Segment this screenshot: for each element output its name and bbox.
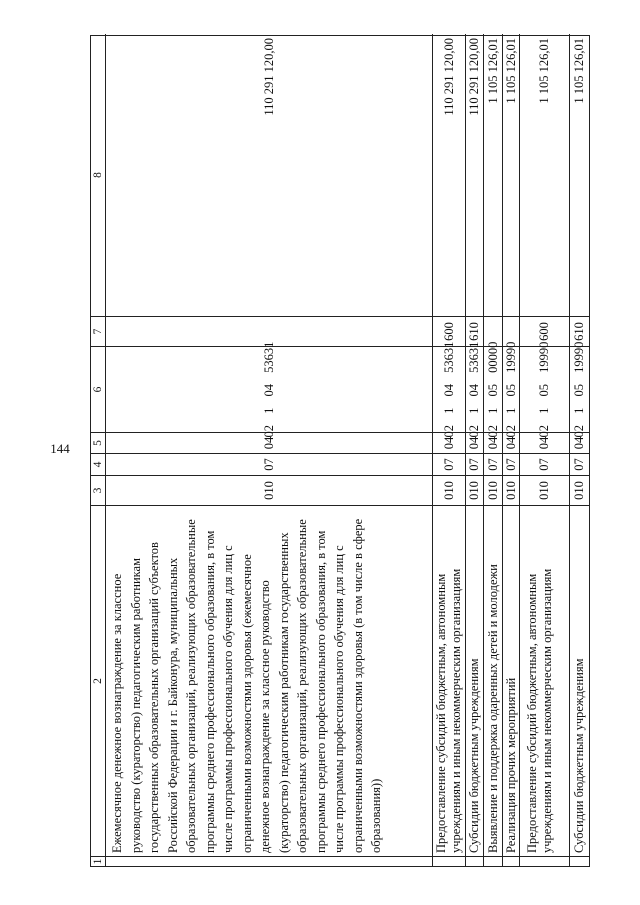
table-row (106, 34, 433, 866)
header-cell-1: 1 (91, 856, 105, 866)
header-cell-5: 5 (91, 432, 105, 453)
rz-cell: 07 (106, 453, 432, 475)
row-name-cell: Предоставление субсидий бюджетным, автономным учреждениям и иным некоммерческим организациям (520, 505, 569, 856)
pr-cell: 04 (503, 432, 519, 453)
csr-cell: 02 1 04 53631 (467, 341, 482, 438)
amount-cell: 1 105 126,01 (503, 38, 518, 104)
vr-cell: 610 (466, 316, 483, 346)
pr-cell: 04 (484, 432, 502, 453)
header-cell-7: 7 (91, 316, 105, 346)
row-number-cell (520, 856, 569, 866)
csr-cell: 02 1 05 19990 (570, 346, 589, 432)
header-cell-2: 2 (91, 505, 105, 856)
grbs-cell: 010 (433, 475, 465, 505)
table-row (570, 34, 589, 866)
amount-cell: 1 105 126,01 (572, 38, 587, 104)
csr-cell: 02 1 05 19990 (503, 341, 518, 438)
row-name-cell: Субсидии бюджетным учреждениям (570, 505, 589, 856)
table-row (433, 34, 466, 866)
table-header-row (91, 34, 106, 866)
grbs-cell: 010 (503, 475, 519, 505)
vr-cell: 600 (520, 316, 569, 346)
pr-cell: 04 (106, 432, 432, 453)
header-cell-6: 6 (91, 346, 105, 432)
amount-cell: 1 105 126,01 (537, 38, 552, 104)
csr-cell: 02 1 05 19990 (520, 346, 569, 432)
pr-cell: 04 (466, 432, 483, 453)
rz-cell: 07 (484, 453, 502, 475)
table-row (503, 34, 520, 866)
page-number: 144 (50, 441, 70, 456)
rz-cell: 07 (466, 453, 483, 475)
amount-cell: 110 291 120,00 (467, 38, 482, 116)
row-name-cell: Субсидии бюджетным учреждениям (466, 505, 483, 856)
table-row (466, 34, 484, 866)
vr-cell: 600 (433, 316, 465, 346)
row-name-cell: Реализация прочих мероприятий (503, 505, 519, 856)
header-cell-3: 3 (91, 475, 105, 505)
vr-cell (484, 316, 502, 346)
grbs-cell: 010 (570, 475, 589, 505)
grbs-cell: 010 (520, 475, 569, 505)
row-number-cell (106, 856, 432, 866)
budget-table (90, 35, 590, 867)
csr-cell: 02 1 04 53631 (433, 346, 465, 432)
header-cell-8: 8 (91, 172, 104, 178)
pr-cell: 04 (433, 432, 465, 453)
amount-cell: 110 291 120,00 (441, 38, 456, 116)
row-number-cell (484, 856, 502, 866)
amount-cell: 1 105 126,01 (485, 38, 500, 104)
header-cell-4: 4 (91, 453, 105, 475)
row-number-cell (503, 856, 519, 866)
grbs-cell: 010 (484, 475, 502, 505)
row-name-cell: Выявление и поддержка одаренных детей и молодежи (484, 505, 502, 856)
grbs-cell: 010 (466, 475, 483, 505)
rz-cell: 07 (520, 453, 569, 475)
pr-cell: 04 (570, 432, 589, 453)
table-row (520, 34, 570, 866)
csr-cell: 02 1 05 00000 (484, 346, 502, 432)
vr-cell (106, 316, 432, 346)
row-number-cell (466, 856, 483, 866)
rz-cell: 07 (433, 453, 465, 475)
vr-cell (503, 316, 519, 346)
amount-cell: 110 291 120,00 (261, 38, 276, 116)
rz-cell: 07 (570, 453, 589, 475)
pr-cell: 04 (520, 432, 569, 453)
rz-cell: 07 (503, 453, 519, 475)
vr-cell: 610 (570, 316, 589, 346)
csr-cell: 02 1 04 53631 (106, 346, 432, 432)
row-name-cell: Предоставление субсидий бюджетным, автономным учреждениям и иным некоммерческим организациям (433, 505, 465, 856)
row-name-cell: Ежемесячное денежное вознаграждение за классное руководство (кураторство) педагогическим работникам государственных образовательных организаций субъектов Российской Федерации и г. Байконура, муниципальных образовательных организаций, реализующих образовательные программы среднего профессионального образования, в том числе программы профессионального обучения для лиц с ограниченными возможностями здоровья (ежемесячное денежное вознаграждение за классное руководство (кураторство) педагогическим работникам государственных образовательных организаций, реализующих образовательные программы среднего профессионального образования, в том числе программы профессионального обучения для лиц с ограниченными возможностями здоровья (в том числе в сфере образования)) (106, 505, 432, 856)
table-row (484, 34, 503, 866)
row-number-cell (433, 856, 465, 866)
grbs-cell: 010 (106, 475, 432, 505)
row-number-cell (570, 856, 589, 866)
